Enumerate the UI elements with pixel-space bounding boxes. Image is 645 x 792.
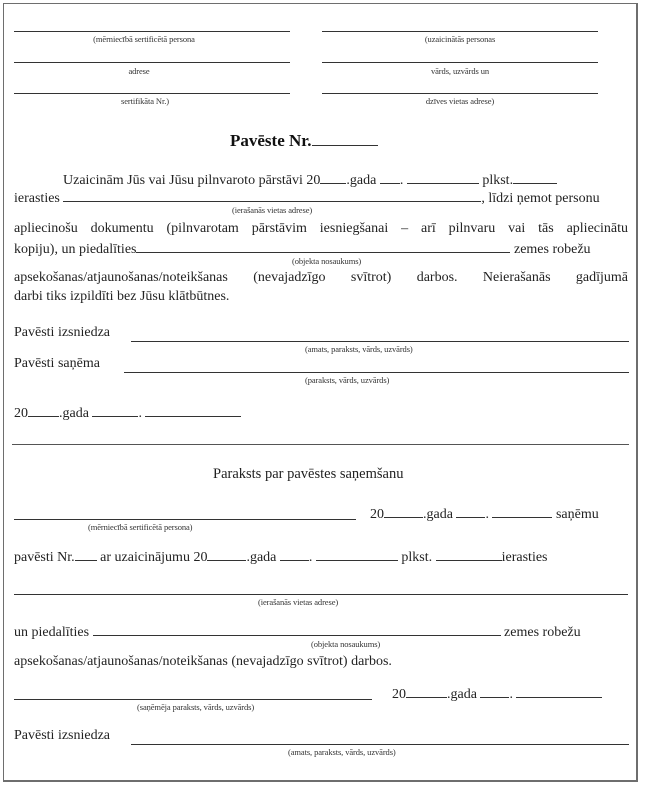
receipt-line-1-date xyxy=(370,505,599,523)
notice-date-month-field[interactable] xyxy=(145,404,241,417)
recipient-signature-field[interactable] xyxy=(14,699,372,700)
notice-line-6: darbi tiks izpildīti bez Jūsu klātbūtnes. xyxy=(14,289,230,304)
signature-year-field[interactable] xyxy=(406,685,447,698)
invitee-line-3[interactable] xyxy=(322,93,598,94)
receipt-issued-by-field[interactable] xyxy=(131,744,629,745)
surveyor-caption-3: sertifikāta Nr.) xyxy=(121,96,169,106)
received-caption: (paraksts, vārds, uzvārds) xyxy=(305,375,390,385)
receipt-year-field[interactable] xyxy=(384,505,423,518)
notice-title-text: Pavēste Nr. xyxy=(230,131,312,150)
arrival-address-field[interactable] xyxy=(63,189,481,202)
surveyor-caption-2: adrese xyxy=(128,66,150,76)
dot-text: . xyxy=(399,173,404,188)
notice-no-text: pavēsti Nr. xyxy=(14,550,75,565)
receipt-issued-by-label: Pavēsti izsniedza xyxy=(14,728,111,743)
invitee-caption-2: vārds, uzvārds un xyxy=(430,66,490,76)
date-year-prefix: 20 xyxy=(14,406,28,421)
notice-date xyxy=(14,404,241,422)
notice-number-field[interactable] xyxy=(312,131,378,146)
receipt-line-5: apsekošanas/atjaunošanas/noteikšanas (nevajadzīgo svītrot) darbos. xyxy=(14,654,392,669)
notice-year-field[interactable] xyxy=(320,171,346,184)
receipt-inv-dot-text: . xyxy=(308,550,313,565)
date-gada-text: .gada xyxy=(59,406,89,421)
surveyor-line-2[interactable] xyxy=(14,62,290,63)
signature-dot-text: . xyxy=(509,687,513,702)
receipt-year-prefix: 20 xyxy=(370,507,384,522)
receipt-surveyor-field[interactable] xyxy=(14,519,356,520)
notice-date-day-field[interactable] xyxy=(92,404,138,417)
notice-line-3: apliecinošu dokumentu (pilnvarotam pārstāvim iesniegšanai – arī pilnvaru vai tās apliecinātu xyxy=(14,221,628,236)
surveyor-line-3[interactable] xyxy=(14,93,290,94)
receipt-gada-text: .gada xyxy=(423,507,453,522)
issued-by-field[interactable] xyxy=(131,341,629,342)
received-field[interactable] xyxy=(124,372,629,373)
invitee-caption-3: dzīves vietas adrese) xyxy=(425,96,495,106)
notice-title xyxy=(230,131,378,151)
object-name-field[interactable] xyxy=(136,240,510,253)
invitee-line-2[interactable] xyxy=(322,62,598,63)
receipt-month-field[interactable] xyxy=(492,505,552,518)
notice-time-field[interactable] xyxy=(513,171,557,184)
receipt-address-caption: (ierašanās vietas adrese) xyxy=(258,597,339,607)
received-verb-text: saņēmu xyxy=(555,507,599,522)
notice-line-5: apsekošanas/atjaunošanas/noteikšanas (nevajadzīgo svītrot) darbos. Neierašanās gadījumā xyxy=(14,270,628,285)
receipt-inv-gada-text: .gada xyxy=(246,550,277,565)
invitation-text: ar uzaicinājumu 20 xyxy=(100,550,208,565)
receipt-inv-time-field[interactable] xyxy=(436,548,502,561)
object-name-caption: (objekta nosaukums) xyxy=(292,256,362,266)
receipt-title: Paraksts par pavēstes saņemšanu xyxy=(213,466,404,482)
receipt-notice-number-field[interactable] xyxy=(75,548,97,561)
receipt-inv-day-field[interactable] xyxy=(280,548,309,561)
issued-by-label: Pavēsti izsniedza xyxy=(14,325,111,340)
participate-text: kopiju), un piedalīties xyxy=(14,242,137,257)
gada-text: .gada xyxy=(346,173,377,188)
invite-text: Uzaicinām Jūs vai Jūsu pilnvaroto pārstāvi 20 xyxy=(63,173,321,188)
received-label: Pavēsti saņēma xyxy=(14,356,100,371)
issued-by-caption: (amats, paraksts, vārds, uzvārds) xyxy=(305,344,413,354)
signature-year-prefix: 20 xyxy=(392,687,406,702)
arrival-address-caption: (ierašanās vietas adrese) xyxy=(232,205,313,215)
ierasties-text: ierasties xyxy=(14,191,60,206)
date-dot-text: . xyxy=(138,406,142,421)
receipt-dot-text: . xyxy=(485,507,489,522)
section-separator xyxy=(12,444,629,445)
surveyor-caption-1: (mērniecībā sertificētā persona xyxy=(93,34,195,44)
land-borders-text: zemes robežu xyxy=(513,242,591,257)
notice-month-field[interactable] xyxy=(407,171,479,184)
receipt-inv-month-field[interactable] xyxy=(316,548,398,561)
signature-month-field[interactable] xyxy=(516,685,602,698)
receipt-participate-text: un piedalīties xyxy=(14,625,90,640)
receipt-address-field[interactable] xyxy=(14,594,628,595)
signature-date xyxy=(392,685,602,703)
notice-date-year-field[interactable] xyxy=(28,404,59,417)
notice-line-1 xyxy=(63,171,557,189)
bring-docs-text: , līdzi ņemot personu xyxy=(481,191,600,206)
receipt-surveyor-caption: (mērniecībā sertificētā persona) xyxy=(88,522,193,532)
signature-gada-text: .gada xyxy=(447,687,477,702)
recipient-signature-caption: (saņēmēja paraksts, vārds, uzvārds) xyxy=(137,702,255,712)
receipt-line-4 xyxy=(14,623,581,641)
receipt-land-borders-text: zemes robežu xyxy=(504,625,581,640)
receipt-object-name-caption: (objekta nosaukums) xyxy=(311,639,381,649)
invitee-caption-1: (uzaicinātās personas xyxy=(424,34,496,44)
receipt-day-field[interactable] xyxy=(456,505,485,518)
notice-day-field[interactable] xyxy=(380,171,400,184)
surveyor-line-1[interactable] xyxy=(14,31,290,32)
signature-day-field[interactable] xyxy=(480,685,509,698)
receipt-plkst-text: plkst. xyxy=(401,550,433,565)
receipt-line-2 xyxy=(14,548,548,566)
receipt-object-name-field[interactable] xyxy=(93,623,501,636)
invitee-line-1[interactable] xyxy=(322,31,598,32)
receipt-inv-year-field[interactable] xyxy=(207,548,246,561)
plkst-text: plkst. xyxy=(482,173,514,188)
receipt-ierasties-text: ierasties xyxy=(501,550,548,565)
receipt-issued-by-caption: (amats, paraksts, vārds, uzvārds) xyxy=(288,747,396,757)
